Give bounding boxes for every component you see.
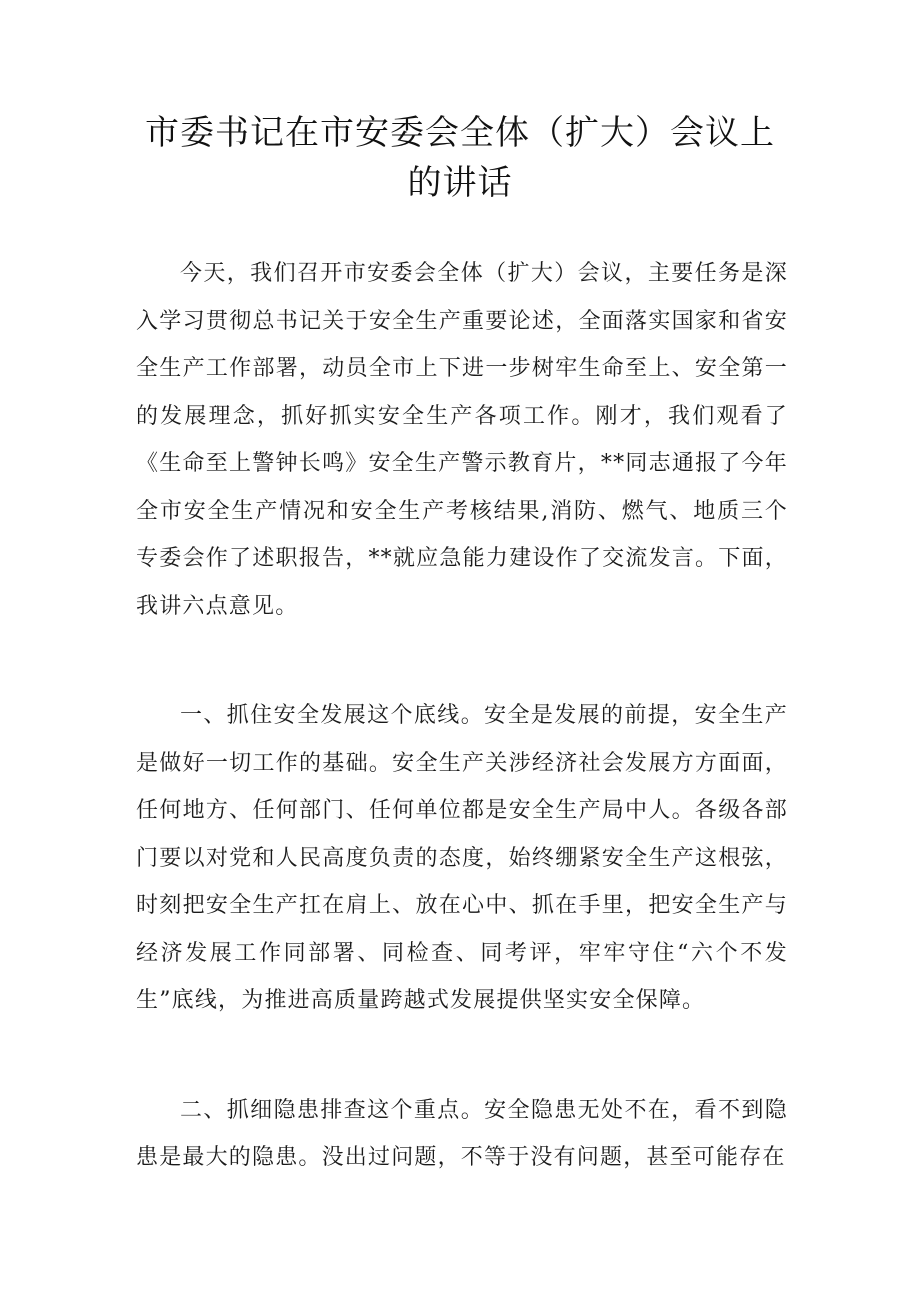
- document-body: [136, 250, 788, 1244]
- document-title: 市委书记在市安委会全体（扩大）会议上的讲话: [145, 113, 775, 203]
- paragraph-point-two: 二、抓细隐患排查这个重点。安全隐患无处不在，看不到隐患是最大的隐患。没出过问题，不等于没有问题，甚至可能存在: [136, 1097, 788, 1170]
- paragraph-intro: 今天，我们召开市安委会全体（扩大）会议，主要任务是深入学习贯彻总书记关于安全生产重要论述，全面落实国家和省安全生产工作部署，动员全市上下进一步树牢生命至上、安全第一的发展理念，抓好抓实安全生产各项工作。刚才，我们观看了《生命至上警钟长鸣》安全生产警示教育片，**同志通报了今年全市安全生产情况和安全生产考核结果,消防、燃气、地质三个专委会作了述职报告，**就应急能力建设作了交流发言。下面，我讲六点意见。: [136, 261, 788, 619]
- paragraph-point-one: 一、抓住安全发展这个底线。安全是发展的前提，安全生产是做好一切工作的基础。安全生产关涉经济社会发展方方面面，任何地方、任何部门、任何单位都是安全生产局中人。各级各部门要以对党和人民高度负责的态度，始终绷紧安全生产这根弦，时刻把安全生产扛在肩上、放在心中、抓在手里，把安全生产与经济发展工作同部署、同检查、同考评，牢牢守住“六个不发生”底线，为推进高质量跨越式发展提供坚实安全保障。: [136, 703, 788, 1013]
